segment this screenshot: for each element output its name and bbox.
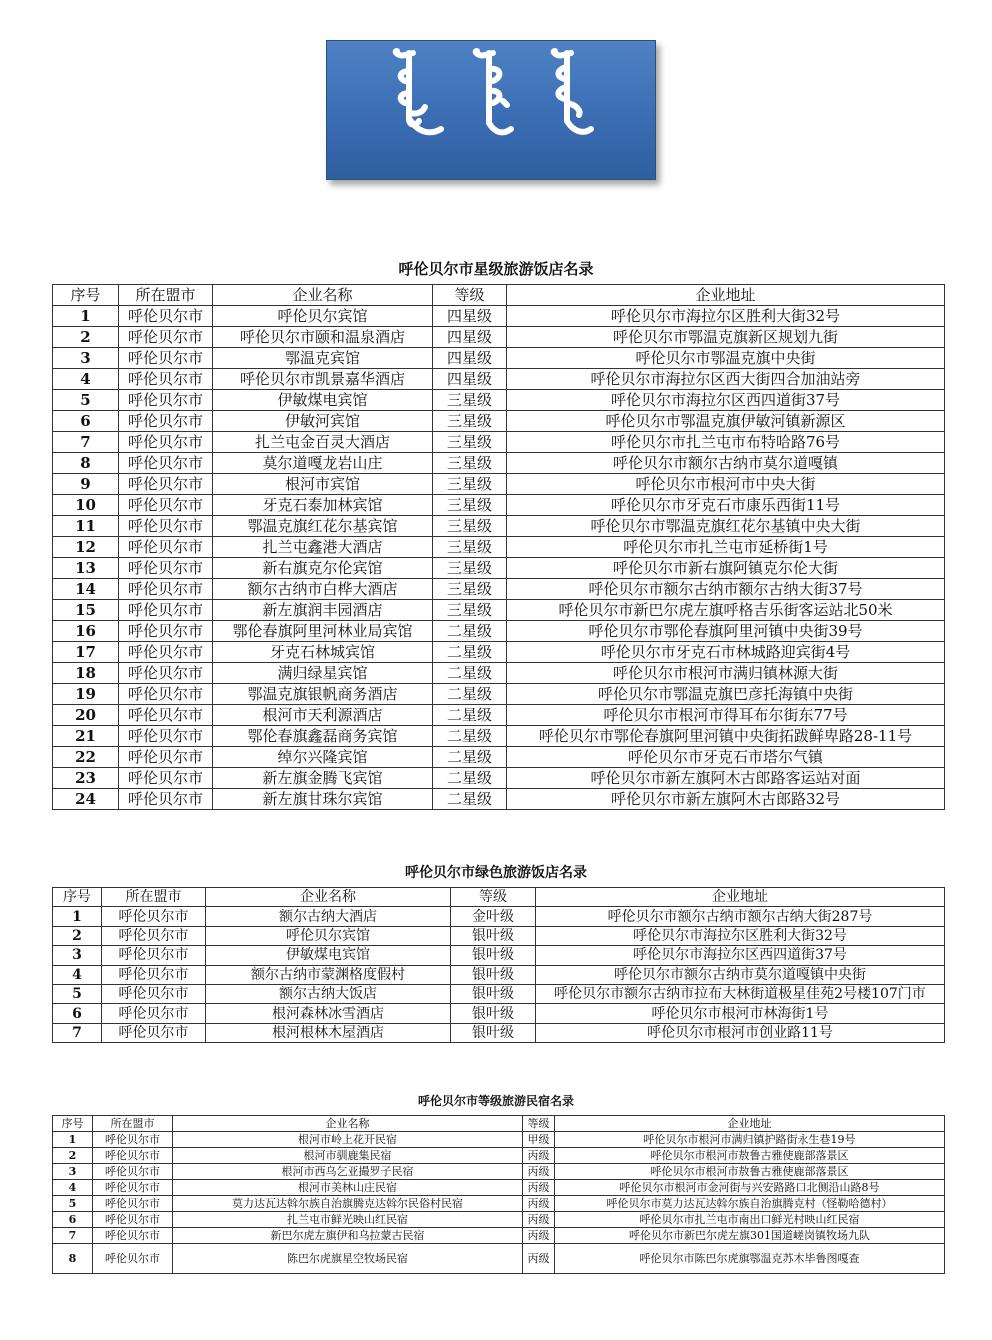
- grade-cell: 三星级: [433, 579, 507, 600]
- address-cell: 呼伦贝尔市新右旗阿镇克尔伦大街: [507, 558, 945, 579]
- script-glyph-2: [476, 51, 511, 132]
- row-number: 8: [53, 1244, 93, 1274]
- grade-cell: 银叶级: [451, 946, 536, 965]
- city-cell: 呼伦贝尔市: [119, 642, 213, 663]
- table-row: [53, 516, 945, 537]
- table-row: [53, 747, 945, 768]
- enterprise-name-cell: 牙克石泰加林宾馆: [213, 495, 433, 516]
- enterprise-name-cell: 牙克石林城宾馆: [213, 642, 433, 663]
- city-cell: 呼伦贝尔市: [119, 558, 213, 579]
- row-number: 4: [53, 965, 102, 984]
- row-number: 20: [53, 705, 119, 726]
- table-row: [53, 789, 945, 810]
- grade-cell: 二星级: [433, 747, 507, 768]
- city-cell: 呼伦贝尔市: [93, 1228, 173, 1244]
- city-cell: 呼伦贝尔市: [119, 768, 213, 789]
- row-number: 7: [53, 1228, 93, 1244]
- row-number: 2: [53, 327, 119, 348]
- enterprise-name-cell: 呼伦贝尔市颐和温泉酒店: [213, 327, 433, 348]
- enterprise-name-cell: 鄂伦春旗阿里河林业局宾馆: [213, 621, 433, 642]
- row-number: 23: [53, 768, 119, 789]
- city-cell: 呼伦贝尔市: [119, 306, 213, 327]
- table-row: [53, 621, 945, 642]
- grade-cell: 三星级: [433, 558, 507, 579]
- city-cell: 呼伦贝尔市: [119, 789, 213, 810]
- address-cell: 呼伦贝尔市根河市中央大街: [507, 474, 945, 495]
- grade-cell: 二星级: [433, 642, 507, 663]
- row-number: 8: [53, 453, 119, 474]
- row-number: 2: [53, 1148, 93, 1164]
- enterprise-name-cell: 扎兰屯金百灵大酒店: [213, 432, 433, 453]
- row-number: 9: [53, 474, 119, 495]
- city-cell: 呼伦贝尔市: [119, 474, 213, 495]
- table-body: [53, 907, 945, 1043]
- city-cell: 呼伦贝尔市: [93, 1148, 173, 1164]
- address-cell: 呼伦贝尔市鄂温克旗新区规划九街: [507, 327, 945, 348]
- city-cell: 呼伦贝尔市: [119, 747, 213, 768]
- grade-cell: 二星级: [433, 768, 507, 789]
- row-number: 5: [53, 1196, 93, 1212]
- address-cell: 呼伦贝尔市海拉尔区西四道街37号: [536, 946, 945, 965]
- city-cell: 呼伦贝尔市: [102, 946, 206, 965]
- grade-cell: 三星级: [433, 495, 507, 516]
- city-cell: 呼伦贝尔市: [119, 411, 213, 432]
- row-number: 11: [53, 516, 119, 537]
- address-cell: 呼伦贝尔市根河市满归镇护路街永生巷19号: [555, 1132, 945, 1148]
- address-cell: 呼伦贝尔市根河市林海街1号: [536, 1004, 945, 1023]
- city-cell: 呼伦贝尔市: [102, 907, 206, 926]
- row-number: 21: [53, 726, 119, 747]
- star-hotels-table: [52, 284, 945, 810]
- grade-cell: 二星级: [433, 789, 507, 810]
- green-hotels-table: [52, 887, 945, 1043]
- table-row: [53, 1244, 945, 1274]
- table-row: [53, 1212, 945, 1228]
- grade-cell: 银叶级: [451, 926, 536, 945]
- enterprise-name-cell: 伊敏煤电宾馆: [213, 390, 433, 411]
- address-cell: 呼伦贝尔市陈巴尔虎旗鄂温克苏木毕鲁图嘎查: [555, 1244, 945, 1274]
- grade-cell: 丙级: [523, 1228, 555, 1244]
- row-number: 4: [53, 369, 119, 390]
- city-cell: 呼伦贝尔市: [119, 327, 213, 348]
- city-cell: 呼伦贝尔市: [119, 432, 213, 453]
- enterprise-name-cell: 根河市美林山庄民宿: [173, 1180, 523, 1196]
- row-number: 5: [53, 984, 102, 1003]
- address-cell: 呼伦贝尔市鄂伦春旗阿里河镇中央街拓跋鲜卑路28-11号: [507, 726, 945, 747]
- city-cell: 呼伦贝尔市: [119, 579, 213, 600]
- table-row: [53, 600, 945, 621]
- row-number: 22: [53, 747, 119, 768]
- city-cell: 呼伦贝尔市: [119, 705, 213, 726]
- row-number: 2: [53, 926, 102, 945]
- homestays-table: [52, 1115, 945, 1274]
- table-row: [53, 453, 945, 474]
- column-header: 序号: [53, 285, 119, 306]
- star-hotels-title: 呼伦贝尔市星级旅游饭店名录: [398, 260, 594, 278]
- enterprise-name-cell: 额尔古纳大酒店: [206, 907, 451, 926]
- enterprise-name-cell: 莫力达瓦达斡尔族自治旗腾克达斡尔民俗村民宿: [173, 1196, 523, 1212]
- grade-cell: 丙级: [523, 1180, 555, 1196]
- address-cell: 呼伦贝尔市鄂温克旗巴彦托海镇中央街: [507, 684, 945, 705]
- grade-cell: 二星级: [433, 705, 507, 726]
- table-row: [53, 1004, 945, 1023]
- grade-cell: 甲级: [523, 1132, 555, 1148]
- column-header: 企业地址: [536, 888, 945, 907]
- address-cell: 呼伦贝尔市海拉尔区西大街四合加油站旁: [507, 369, 945, 390]
- column-header: 企业名称: [173, 1116, 523, 1132]
- city-cell: 呼伦贝尔市: [119, 453, 213, 474]
- enterprise-name-cell: 额尔古纳市蒙渊格度假村: [206, 965, 451, 984]
- grade-cell: 二星级: [433, 663, 507, 684]
- grade-cell: 三星级: [433, 537, 507, 558]
- city-cell: 呼伦贝尔市: [119, 369, 213, 390]
- address-cell: 呼伦贝尔市新左旗阿木古郎路32号: [507, 789, 945, 810]
- grade-cell: 三星级: [433, 600, 507, 621]
- enterprise-name-cell: 新右旗克尔伦宾馆: [213, 558, 433, 579]
- table-row: [53, 390, 945, 411]
- grade-cell: 四星级: [433, 369, 507, 390]
- table-row: [53, 432, 945, 453]
- address-cell: 呼伦贝尔市额尔古纳市莫尔道嘎镇: [507, 453, 945, 474]
- address-cell: 呼伦贝尔市根河市金河街与兴安路路口北侧沿山路8号: [555, 1180, 945, 1196]
- enterprise-name-cell: 陈巴尔虎旗星空牧场民宿: [173, 1244, 523, 1274]
- row-number: 6: [53, 411, 119, 432]
- column-header: 所在盟市: [93, 1116, 173, 1132]
- column-header: 企业地址: [507, 285, 945, 306]
- script-glyph-3: [554, 51, 591, 132]
- city-cell: 呼伦贝尔市: [93, 1180, 173, 1196]
- enterprise-name-cell: 鄂温克宾馆: [213, 348, 433, 369]
- enterprise-name-cell: 根河市西乌乞亚撮罗子民宿: [173, 1164, 523, 1180]
- column-header: 序号: [53, 1116, 93, 1132]
- table-row: [53, 684, 945, 705]
- mongolian-script-logo: [327, 41, 655, 179]
- table-row: [53, 946, 945, 965]
- row-number: 6: [53, 1004, 102, 1023]
- row-number: 10: [53, 495, 119, 516]
- column-header: 序号: [53, 888, 102, 907]
- green-hotels-title: 呼伦贝尔市绿色旅游饭店名录: [405, 865, 587, 881]
- mongolian-script-banner: [326, 40, 656, 180]
- address-cell: 呼伦贝尔市鄂温克旗伊敏河镇新源区: [507, 411, 945, 432]
- table-row: [53, 1180, 945, 1196]
- address-cell: 呼伦贝尔市根河市得耳布尔街东77号: [507, 705, 945, 726]
- table-row: [53, 984, 945, 1003]
- city-cell: 呼伦贝尔市: [102, 984, 206, 1003]
- column-header: 等级: [451, 888, 536, 907]
- script-glyph-1: [396, 51, 441, 132]
- row-number: 3: [53, 1164, 93, 1180]
- row-number: 24: [53, 789, 119, 810]
- address-cell: 呼伦贝尔市牙克石市林城路迎宾街4号: [507, 642, 945, 663]
- grade-cell: 银叶级: [451, 984, 536, 1003]
- table-row: [53, 495, 945, 516]
- row-number: 1: [53, 907, 102, 926]
- address-cell: 呼伦贝尔市牙克石市塔尔气镇: [507, 747, 945, 768]
- table-header-row: [53, 888, 945, 907]
- address-cell: 呼伦贝尔市莫力达瓦达斡尔族自治旗腾克村（怪勒哈德村）: [555, 1196, 945, 1212]
- address-cell: 呼伦贝尔市鄂温克旗中央街: [507, 348, 945, 369]
- enterprise-name-cell: 新左旗金腾飞宾馆: [213, 768, 433, 789]
- grade-cell: 三星级: [433, 474, 507, 495]
- enterprise-name-cell: 额尔古纳大饭店: [206, 984, 451, 1003]
- enterprise-name-cell: 根河市驯鹿集民宿: [173, 1148, 523, 1164]
- address-cell: 呼伦贝尔市扎兰屯市南出口鲜光村映山红民宿: [555, 1212, 945, 1228]
- column-header: 等级: [433, 285, 507, 306]
- city-cell: 呼伦贝尔市: [93, 1132, 173, 1148]
- table-header-row: [53, 285, 945, 306]
- address-cell: 呼伦贝尔市根河市敖鲁古雅使鹿部落景区: [555, 1148, 945, 1164]
- city-cell: 呼伦贝尔市: [119, 684, 213, 705]
- row-number: 4: [53, 1180, 93, 1196]
- row-number: 16: [53, 621, 119, 642]
- grade-cell: 三星级: [433, 390, 507, 411]
- grade-cell: 三星级: [433, 411, 507, 432]
- grade-cell: 丙级: [523, 1164, 555, 1180]
- table-body: [53, 1132, 945, 1274]
- grade-cell: 金叶级: [451, 907, 536, 926]
- address-cell: 呼伦贝尔市根河市敖鲁古雅使鹿部落景区: [555, 1164, 945, 1180]
- enterprise-name-cell: 鄂伦春旗鑫磊商务宾馆: [213, 726, 433, 747]
- address-cell: 呼伦贝尔市额尔古纳市拉布大林街道极星佳苑2号楼107门市: [536, 984, 945, 1003]
- table-row: [53, 411, 945, 432]
- city-cell: 呼伦贝尔市: [93, 1164, 173, 1180]
- homestays-title: 呼伦贝尔市等级旅游民宿名录: [417, 1094, 574, 1108]
- column-header: 企业名称: [206, 888, 451, 907]
- enterprise-name-cell: 鄂温克旗红花尔基宾馆: [213, 516, 433, 537]
- column-header: 所在盟市: [102, 888, 206, 907]
- table-row: [53, 306, 945, 327]
- grade-cell: 二星级: [433, 621, 507, 642]
- row-number: 7: [53, 432, 119, 453]
- table-row: [53, 1164, 945, 1180]
- row-number: 1: [53, 306, 119, 327]
- city-cell: 呼伦贝尔市: [119, 621, 213, 642]
- enterprise-name-cell: 伊敏河宾馆: [213, 411, 433, 432]
- city-cell: 呼伦贝尔市: [119, 348, 213, 369]
- city-cell: 呼伦贝尔市: [119, 663, 213, 684]
- city-cell: 呼伦贝尔市: [119, 495, 213, 516]
- enterprise-name-cell: 根河市岭上花开民宿: [173, 1132, 523, 1148]
- grade-cell: 银叶级: [451, 965, 536, 984]
- grade-cell: 银叶级: [451, 1004, 536, 1023]
- address-cell: 呼伦贝尔市新巴尔虎左旗301国道嵯岗镇牧场九队: [555, 1228, 945, 1244]
- address-cell: 呼伦贝尔市根河市创业路11号: [536, 1023, 945, 1042]
- enterprise-name-cell: 扎兰屯市鲜光映山红民宿: [173, 1212, 523, 1228]
- city-cell: 呼伦贝尔市: [119, 537, 213, 558]
- row-number: 12: [53, 537, 119, 558]
- table-row: [53, 369, 945, 390]
- table-row: [53, 537, 945, 558]
- address-cell: 呼伦贝尔市额尔古纳市莫尔道嘎镇中央街: [536, 965, 945, 984]
- grade-cell: 四星级: [433, 306, 507, 327]
- enterprise-name-cell: 呼伦贝尔宾馆: [213, 306, 433, 327]
- enterprise-name-cell: 伊敏煤电宾馆: [206, 946, 451, 965]
- row-number: 3: [53, 946, 102, 965]
- grade-cell: 丙级: [523, 1212, 555, 1228]
- address-cell: 呼伦贝尔市鄂温克旗红花尔基镇中央大街: [507, 516, 945, 537]
- table-header-row: [53, 1116, 945, 1132]
- address-cell: 呼伦贝尔市扎兰屯市布特哈路76号: [507, 432, 945, 453]
- row-number: 15: [53, 600, 119, 621]
- city-cell: 呼伦贝尔市: [119, 600, 213, 621]
- city-cell: 呼伦贝尔市: [102, 1023, 206, 1042]
- table-row: [53, 327, 945, 348]
- enterprise-name-cell: 根河市宾馆: [213, 474, 433, 495]
- city-cell: 呼伦贝尔市: [102, 965, 206, 984]
- grade-cell: 二星级: [433, 684, 507, 705]
- table-row: [53, 726, 945, 747]
- city-cell: 呼伦贝尔市: [93, 1244, 173, 1274]
- grade-cell: 三星级: [433, 516, 507, 537]
- table-row: [53, 558, 945, 579]
- table-row: [53, 1196, 945, 1212]
- row-number: 19: [53, 684, 119, 705]
- address-cell: 呼伦贝尔市额尔古纳市额尔古纳大街287号: [536, 907, 945, 926]
- row-number: 18: [53, 663, 119, 684]
- enterprise-name-cell: 绰尔兴隆宾馆: [213, 747, 433, 768]
- enterprise-name-cell: 根河市天利源酒店: [213, 705, 433, 726]
- grade-cell: 三星级: [433, 453, 507, 474]
- enterprise-name-cell: 新巴尔虎左旗伊和乌拉蒙古民宿: [173, 1228, 523, 1244]
- city-cell: 呼伦贝尔市: [119, 516, 213, 537]
- address-cell: 呼伦贝尔市牙克石市康乐西街11号: [507, 495, 945, 516]
- row-number: 7: [53, 1023, 102, 1042]
- address-cell: 呼伦贝尔市扎兰屯市延桥街1号: [507, 537, 945, 558]
- table-row: [53, 768, 945, 789]
- grade-cell: 丙级: [523, 1244, 555, 1274]
- address-cell: 呼伦贝尔市新左旗阿木古郎路客运站对面: [507, 768, 945, 789]
- row-number: 14: [53, 579, 119, 600]
- row-number: 1: [53, 1132, 93, 1148]
- column-header: 企业地址: [555, 1116, 945, 1132]
- table-row: [53, 663, 945, 684]
- address-cell: 呼伦贝尔市额尔古纳市额尔古纳大街37号: [507, 579, 945, 600]
- grade-cell: 银叶级: [451, 1023, 536, 1042]
- enterprise-name-cell: 新左旗润丰园酒店: [213, 600, 433, 621]
- row-number: 3: [53, 348, 119, 369]
- city-cell: 呼伦贝尔市: [102, 1004, 206, 1023]
- grade-cell: 四星级: [433, 348, 507, 369]
- table-row: [53, 1148, 945, 1164]
- row-number: 13: [53, 558, 119, 579]
- city-cell: 呼伦贝尔市: [119, 390, 213, 411]
- grade-cell: 丙级: [523, 1196, 555, 1212]
- enterprise-name-cell: 根河根林木屋酒店: [206, 1023, 451, 1042]
- enterprise-name-cell: 满归绿星宾馆: [213, 663, 433, 684]
- enterprise-name-cell: 莫尔道嘎龙岩山庄: [213, 453, 433, 474]
- table-row: [53, 1132, 945, 1148]
- enterprise-name-cell: 呼伦贝尔市凯景嘉华酒店: [213, 369, 433, 390]
- row-number: 5: [53, 390, 119, 411]
- address-cell: 呼伦贝尔市海拉尔区胜利大街32号: [536, 926, 945, 945]
- enterprise-name-cell: 额尔古纳市白桦大酒店: [213, 579, 433, 600]
- table-row: [53, 1228, 945, 1244]
- address-cell: 呼伦贝尔市海拉尔区西四道街37号: [507, 390, 945, 411]
- city-cell: 呼伦贝尔市: [93, 1212, 173, 1228]
- enterprise-name-cell: 呼伦贝尔宾馆: [206, 926, 451, 945]
- table-row: [53, 926, 945, 945]
- grade-cell: 三星级: [433, 432, 507, 453]
- enterprise-name-cell: 扎兰屯鑫港大酒店: [213, 537, 433, 558]
- grade-cell: 丙级: [523, 1148, 555, 1164]
- table-row: [53, 705, 945, 726]
- city-cell: 呼伦贝尔市: [93, 1196, 173, 1212]
- table-row: [53, 579, 945, 600]
- column-header: 所在盟市: [119, 285, 213, 306]
- enterprise-name-cell: 根河森林冰雪酒店: [206, 1004, 451, 1023]
- city-cell: 呼伦贝尔市: [119, 726, 213, 747]
- row-number: 17: [53, 642, 119, 663]
- enterprise-name-cell: 新左旗甘珠尔宾馆: [213, 789, 433, 810]
- table-row: [53, 965, 945, 984]
- grade-cell: 二星级: [433, 726, 507, 747]
- table-row: [53, 348, 945, 369]
- enterprise-name-cell: 鄂温克旗银帆商务酒店: [213, 684, 433, 705]
- address-cell: 呼伦贝尔市根河市满归镇林源大街: [507, 663, 945, 684]
- table-row: [53, 1023, 945, 1042]
- row-number: 6: [53, 1212, 93, 1228]
- address-cell: 呼伦贝尔市海拉尔区胜利大街32号: [507, 306, 945, 327]
- city-cell: 呼伦贝尔市: [102, 926, 206, 945]
- address-cell: 呼伦贝尔市新巴尔虎左旗呼格吉乐街客运站北50米: [507, 600, 945, 621]
- table-row: [53, 642, 945, 663]
- table-row: [53, 907, 945, 926]
- column-header: 企业名称: [213, 285, 433, 306]
- column-header: 等级: [523, 1116, 555, 1132]
- grade-cell: 四星级: [433, 327, 507, 348]
- table-body: [53, 306, 945, 810]
- address-cell: 呼伦贝尔市鄂伦春旗阿里河镇中央街39号: [507, 621, 945, 642]
- table-row: [53, 474, 945, 495]
